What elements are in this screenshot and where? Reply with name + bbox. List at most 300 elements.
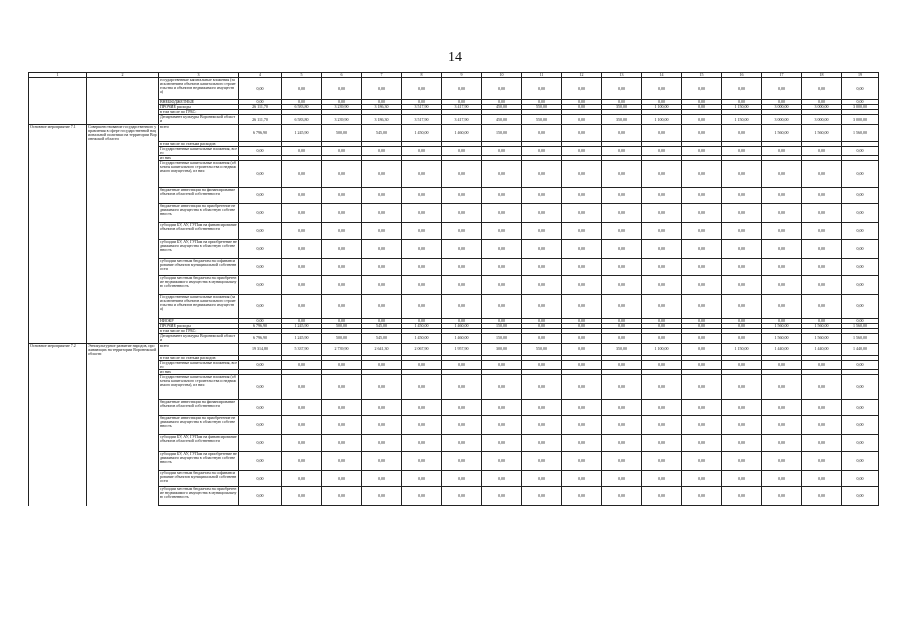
expense-item-cell: бюджетные инвестиции на приобретение недвижимого имущества в областную собственность [159,203,239,222]
table-row [29,487,879,506]
value-cell: 0,00 [562,160,602,187]
status-cell [29,375,87,400]
expense-item-cell: в том числе по ГРБС: [159,328,239,333]
value-cell: 0,00 [602,471,642,487]
value-cell: 0,00 [762,375,802,400]
value-cell: 0,00 [442,400,482,416]
value-cell: 0,00 [362,258,402,275]
expense-item-cell: субсидии БУ, АУ, ГУПам на финансирование объектов областной собственности [159,222,239,239]
value-cell: 0,00 [802,375,842,400]
value-cell: 0,00 [602,258,642,275]
expense-item-cell: из них [159,370,239,375]
value-cell: 0,00 [602,294,642,318]
value-cell: 0,00 [602,239,642,258]
value-cell: 0,00 [442,487,482,506]
name-cell [87,487,159,506]
value-cell: 0,00 [802,318,842,323]
column-number: 3 [159,73,239,78]
status-cell [29,187,87,203]
value-cell: 450,00 [482,115,522,125]
value-cell: 500,00 [322,125,362,142]
value-cell: 0,00 [642,160,682,187]
value-cell: 3 000,00 [762,105,802,110]
value-cell: 0,00 [442,100,482,105]
value-cell: 545,00 [362,125,402,142]
value-cell: 0,00 [642,375,682,400]
value-cell: 0,00 [442,318,482,323]
value-cell: 0,00 [842,452,879,471]
value-cell: 0,00 [762,361,802,370]
value-cell: 0,00 [402,452,442,471]
column-number: 18 [802,73,842,78]
value-cell: 0,00 [322,78,362,100]
value-cell: 0,00 [682,258,722,275]
value-cell: 0,00 [562,452,602,471]
value-cell: 0,00 [442,258,482,275]
value-cell: 0,00 [722,375,762,400]
status-cell [29,452,87,471]
value-cell: 0,00 [722,239,762,258]
value-cell: 0,00 [602,187,642,203]
name-cell [87,375,159,400]
name-cell [87,239,159,258]
value-cell: 0,00 [322,435,362,452]
value-cell: 0,00 [762,187,802,203]
value-cell: 0,00 [239,239,282,258]
status-cell [29,203,87,222]
value-cell: 0,00 [762,100,802,105]
value-cell: 0,00 [562,471,602,487]
value-cell: 0,00 [522,416,562,435]
value-cell: 0,00 [362,318,402,323]
column-number: 5 [282,73,322,78]
status-cell [29,258,87,275]
value-cell: 0,00 [522,258,562,275]
value-cell: 0,00 [362,416,402,435]
value-cell: 0,00 [239,400,282,416]
value-cell: 0,00 [562,275,602,294]
value-cell: 0,00 [762,239,802,258]
value-cell: 0,00 [642,100,682,105]
value-cell: 0,00 [802,400,842,416]
value-cell: 1 560,00 [762,125,802,142]
value-cell: 0,00 [402,361,442,370]
expense-item-cell: ПРОЧИЕ расходы [159,323,239,328]
value-cell: 0,00 [482,361,522,370]
column-number: 7 [362,73,402,78]
value-cell: 0,00 [239,435,282,452]
value-cell: 0,00 [482,203,522,222]
value-cell: 0,00 [602,375,642,400]
value-cell: 0,00 [362,78,402,100]
value-cell: 1 440,00 [842,343,879,356]
value-cell: 0,00 [362,471,402,487]
value-cell: 0,00 [602,361,642,370]
value-cell: 3 417,90 [442,115,482,125]
table-row [29,275,879,294]
value-cell: 0,00 [402,239,442,258]
value-cell: 0,00 [842,487,879,506]
value-cell: 0,00 [482,239,522,258]
value-cell: 0,00 [802,258,842,275]
value-cell: 0,00 [239,78,282,100]
value-cell: 150,00 [482,323,522,328]
value-cell: 0,00 [562,361,602,370]
value-cell: 0,00 [722,258,762,275]
value-cell: 0,00 [642,452,682,471]
value-cell: 0,00 [642,222,682,239]
value-cell: 0,00 [362,294,402,318]
value-cell: 6 583,80 [282,115,322,125]
value-cell: 545,00 [362,323,402,328]
value-cell: 0,00 [362,400,402,416]
value-cell: 0,00 [402,318,442,323]
value-cell: 0,00 [762,275,802,294]
value-cell: 0,00 [682,400,722,416]
value-cell: 0,00 [722,323,762,328]
column-number: 13 [602,73,642,78]
value-cell: 0,00 [642,275,682,294]
value-cell: 0,00 [282,146,322,155]
status-cell [29,435,87,452]
value-cell: 0,00 [722,435,762,452]
value-cell: 0,00 [482,294,522,318]
table-row [29,435,879,452]
value-cell: 0,00 [842,258,879,275]
value-cell: 0,00 [482,375,522,400]
value-cell: 0,00 [762,318,802,323]
value-cell: 1 560,00 [802,323,842,328]
status-cell [29,78,87,100]
table-row [29,258,879,275]
name-cell [87,416,159,435]
value-cell: 6 583,80 [282,105,322,110]
value-cell: 3 186,30 [362,105,402,110]
value-cell: 3 000,00 [802,115,842,125]
value-cell: 0,00 [642,487,682,506]
column-number: 17 [762,73,802,78]
value-cell: 0,00 [282,375,322,400]
value-cell: 0,00 [842,275,879,294]
value-cell: 0,00 [482,400,522,416]
value-cell: 1 560,00 [842,333,879,343]
table-row [29,452,879,471]
value-cell: 0,00 [802,222,842,239]
table-row [29,375,879,400]
status-cell [29,487,87,506]
value-cell: 3 239,90 [322,115,362,125]
value-cell: 6 796,90 [239,125,282,142]
expense-item-cell: Государственные капитальные вложения (объекты капитального строительства и недвижимого имущества), из них: [159,375,239,400]
value-cell: 0,00 [362,222,402,239]
value-cell: 500,00 [322,323,362,328]
value-cell: 550,00 [522,105,562,110]
value-cell: 0,00 [842,435,879,452]
name-cell [87,435,159,452]
value-cell: 0,00 [282,452,322,471]
value-cell: 0,00 [802,160,842,187]
value-cell: 0,00 [362,361,402,370]
value-cell: 0,00 [842,294,879,318]
value-cell: 1 460,00 [442,323,482,328]
value-cell: 0,00 [762,78,802,100]
value-cell: 0,00 [722,333,762,343]
expense-item-cell: Департамент культуры Воронежской области [159,333,239,343]
table-row [29,187,879,203]
value-cell: 550,00 [522,115,562,125]
value-cell: 0,00 [562,187,602,203]
value-cell: 0,00 [442,203,482,222]
value-cell: 0,00 [282,239,322,258]
column-number: 19 [842,73,879,78]
name-cell [87,361,159,370]
value-cell: 0,00 [442,275,482,294]
expense-item-cell: всего [159,343,239,356]
value-cell: 1 460,00 [442,125,482,142]
value-cell: 0,00 [682,100,722,105]
value-cell: 0,00 [722,361,762,370]
column-number: 6 [322,73,362,78]
value-cell: 0,00 [682,416,722,435]
value-cell: 0,00 [842,146,879,155]
value-cell: 0,00 [402,78,442,100]
value-cell: 0,00 [239,487,282,506]
value-cell: 0,00 [282,160,322,187]
value-cell: 0,00 [522,400,562,416]
value-cell: 0,00 [402,222,442,239]
value-cell: 0,00 [442,239,482,258]
column-number: 8 [402,73,442,78]
expense-item-cell: субсидии местным бюджетам на софинансирование объектов муниципальной собственности [159,471,239,487]
value-cell: 3 000,00 [802,105,842,110]
value-cell: 0,00 [402,275,442,294]
value-cell: 0,00 [402,258,442,275]
value-cell: 0,00 [802,239,842,258]
value-cell: 0,00 [802,471,842,487]
value-cell: 0,00 [522,78,562,100]
name-cell [87,146,159,155]
value-cell: 0,00 [722,125,762,142]
value-cell: 0,00 [642,318,682,323]
table-row [29,78,879,100]
expense-item-cell: из них [159,155,239,160]
value-cell: 0,00 [842,400,879,416]
value-cell: 0,00 [442,361,482,370]
value-cell: 0,00 [522,435,562,452]
column-number: 10 [482,73,522,78]
value-cell: 0,00 [402,471,442,487]
value-cell: 0,00 [442,375,482,400]
value-cell: 350,00 [602,105,642,110]
value-cell: 0,00 [362,160,402,187]
table-row [29,343,879,356]
table-row [29,294,879,318]
status-cell [29,239,87,258]
page-number: 14 [448,50,462,65]
value-cell: 0,00 [562,115,602,125]
value-cell: 0,00 [602,146,642,155]
value-cell: 0,00 [522,294,562,318]
value-cell: 0,00 [522,187,562,203]
expense-item-cell: бюджетные инвестиции на финансирование объектов областной собственности [159,400,239,416]
value-cell: 1 245,90 [282,333,322,343]
expense-item-cell: ВНЕБЮДЖЕТНЫЕ [159,100,239,105]
value-cell: 0,00 [322,416,362,435]
value-cell: 0,00 [842,203,879,222]
value-cell: 0,00 [322,471,362,487]
value-cell: 0,00 [722,487,762,506]
value-cell: 0,00 [762,222,802,239]
value-cell: 0,00 [522,452,562,471]
value-cell: 1 245,90 [282,323,322,328]
value-cell: 0,00 [239,203,282,222]
value-cell: 0,00 [362,239,402,258]
value-cell: 1 460,00 [442,333,482,343]
value-cell: 0,00 [682,105,722,110]
value-cell: 0,00 [802,100,842,105]
column-number: 9 [442,73,482,78]
column-number: 12 [562,73,602,78]
value-cell: 1 245,90 [282,125,322,142]
value-cell: 0,00 [322,361,362,370]
value-cell: 26 111,70 [239,115,282,125]
table-row [29,361,879,370]
value-cell: 0,00 [239,275,282,294]
value-cell: 0,00 [682,343,722,356]
table-row [29,203,879,222]
name-cell [87,294,159,318]
value-cell: 0,00 [239,100,282,105]
value-cell: 0,00 [402,487,442,506]
value-cell: 0,00 [282,258,322,275]
status-cell [29,160,87,187]
value-cell: 0,00 [602,400,642,416]
value-cell: 0,00 [322,294,362,318]
value-cell: 0,00 [722,203,762,222]
value-cell: 0,00 [682,471,722,487]
value-cell: 0,00 [802,146,842,155]
value-cell: 0,00 [239,471,282,487]
value-cell: 0,00 [239,375,282,400]
value-cell: 350,00 [602,343,642,356]
name-cell [87,203,159,222]
value-cell: 0,00 [802,435,842,452]
value-cell: 1 560,00 [762,323,802,328]
value-cell: 0,00 [842,78,879,100]
value-cell: 0,00 [239,258,282,275]
value-cell: 0,00 [682,125,722,142]
value-cell: 0,00 [642,258,682,275]
value-cell: 0,00 [762,452,802,471]
value-cell: 0,00 [562,239,602,258]
value-cell: 0,00 [282,361,322,370]
value-cell: 1 100,00 [642,105,682,110]
status-cell [29,222,87,239]
expense-item-cell: Департамент культуры Воронежской области [159,115,239,125]
value-cell: 0,00 [802,416,842,435]
value-cell: 0,00 [442,294,482,318]
value-cell: 0,00 [762,487,802,506]
value-cell: 1 450,00 [402,323,442,328]
value-cell: 0,00 [682,187,722,203]
value-cell: 350,00 [602,115,642,125]
value-cell: 0,00 [722,416,762,435]
name-cell [87,400,159,416]
expense-item-cell: субсидии БУ, АУ, ГУПам на приобретение недвижимого имущества в областную собственность [159,239,239,258]
value-cell: 0,00 [322,275,362,294]
value-cell: 0,00 [402,203,442,222]
value-cell: 0,00 [362,375,402,400]
value-cell: 0,00 [482,435,522,452]
status-cell [29,115,87,125]
status-cell [29,333,87,343]
value-cell: 0,00 [239,452,282,471]
value-cell: 1 150,00 [722,115,762,125]
value-cell: 0,00 [282,222,322,239]
value-cell: 0,00 [482,146,522,155]
value-cell: 0,00 [522,333,562,343]
value-cell: 0,00 [802,78,842,100]
value-cell: 0,00 [682,375,722,400]
value-cell: 0,00 [442,416,482,435]
value-cell: 0,00 [602,318,642,323]
value-cell: 0,00 [802,452,842,471]
value-cell: 1 957,90 [442,343,482,356]
status-cell [29,294,87,318]
value-cell: 0,00 [522,471,562,487]
name-cell [87,78,159,100]
value-cell: 0,00 [682,487,722,506]
value-cell: 0,00 [322,258,362,275]
value-cell: 0,00 [842,100,879,105]
table-row [29,416,879,435]
column-number: 14 [642,73,682,78]
value-cell: 0,00 [722,78,762,100]
value-cell: 0,00 [722,471,762,487]
value-cell: 0,00 [682,275,722,294]
value-cell: 0,00 [562,100,602,105]
value-cell: 0,00 [362,452,402,471]
value-cell: 1 100,00 [642,115,682,125]
status-cell: Основное мероприятие 7.1 [29,125,87,142]
value-cell: 0,00 [442,146,482,155]
value-cell: 2 067,90 [402,343,442,356]
table-row [29,125,879,142]
value-cell: 0,00 [602,452,642,471]
value-cell: 0,00 [682,78,722,100]
name-cell: Этнокультурное развитие народов, проживающих на территории Воронежской области [87,343,159,356]
name-cell: Совершенствование государственного управления в сфере государственной национальной политики на территории Воронежской области [88,124,157,141]
value-cell: 0,00 [602,78,642,100]
value-cell: 2 641,30 [362,343,402,356]
value-cell: 0,00 [602,203,642,222]
expense-item-cell: НИОКР [159,318,239,323]
name-cell [87,452,159,471]
value-cell: 0,00 [562,203,602,222]
value-cell: 0,00 [682,239,722,258]
value-cell: 19 314,80 [239,343,282,356]
value-cell: 0,00 [562,487,602,506]
status-cell: Основное мероприятие 7.2 [29,343,87,356]
value-cell: 0,00 [522,125,562,142]
value-cell: 0,00 [762,400,802,416]
value-cell: 300,00 [482,343,522,356]
value-cell: 0,00 [642,294,682,318]
value-cell: 3 517,90 [402,115,442,125]
value-cell: 0,00 [562,375,602,400]
value-cell: 0,00 [282,78,322,100]
expense-item-cell: субсидии БУ, АУ, ГУПам на финансирование объектов областной собственности [159,435,239,452]
